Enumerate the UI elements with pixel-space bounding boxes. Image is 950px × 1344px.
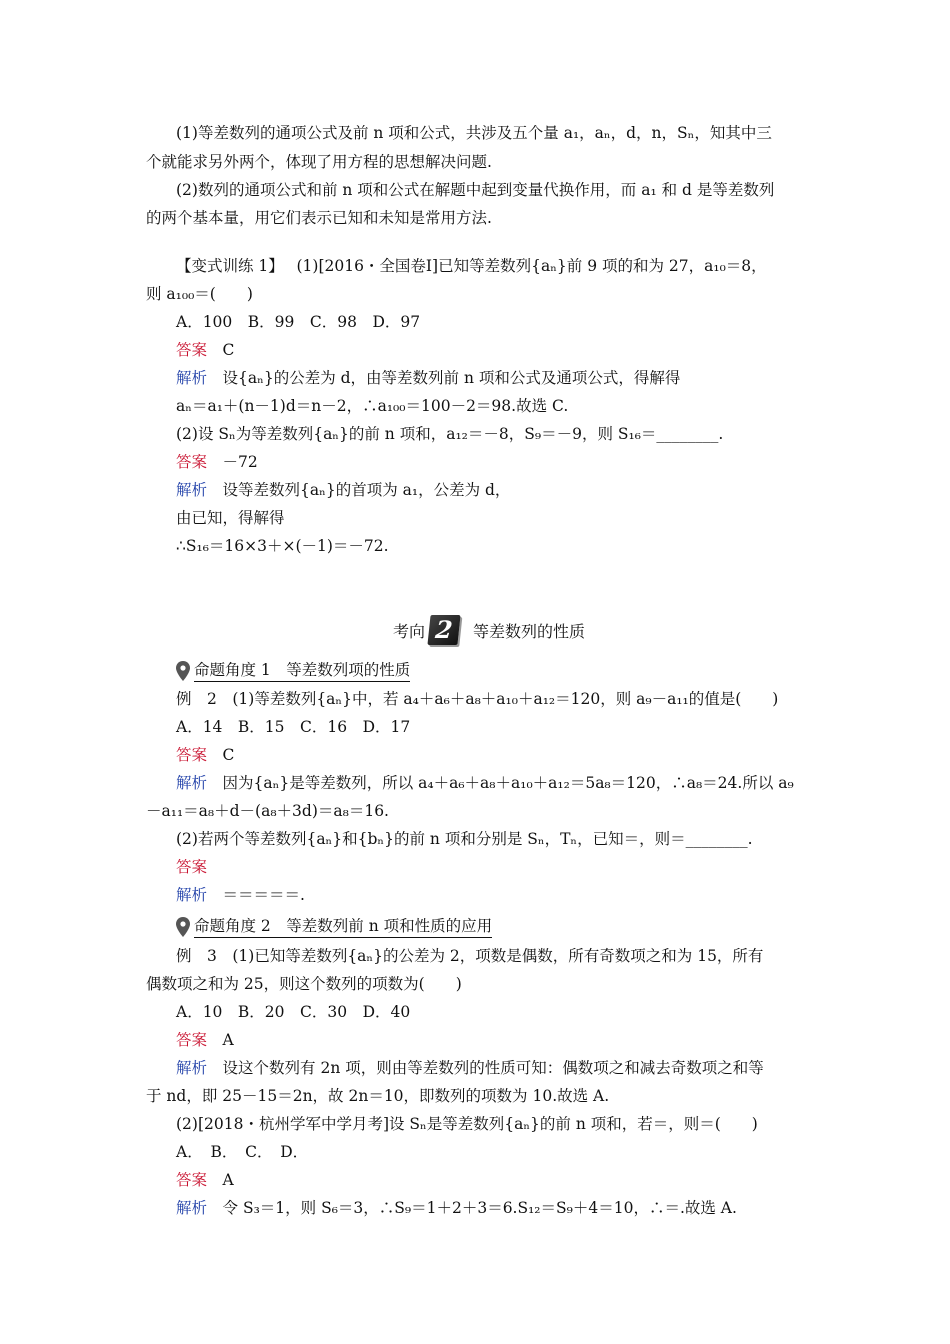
practice1-q1-answer: C <box>222 341 235 359</box>
analysis-label: 解析 <box>176 774 208 792</box>
example2-analysis-line2: －a₁₁＝a₈＋d－(a₈＋3d)＝a₈＝16. <box>146 802 389 820</box>
angle1-title: 命题角度 1 等差数列项的性质 <box>194 660 410 682</box>
answer-label: 答案 <box>176 1031 208 1049</box>
example2-answer-row <box>176 745 234 765</box>
practice1-q2-analysis-line3: ∴S₁₆＝16×3＋×(－1)＝－72. <box>176 537 389 555</box>
example2-question1: 例 2 (1)等差数列{aₙ}中，若 a₄＋a₆＋a₈＋a₁₀＋a₁₂＝120，则 a₉－a₁₁的值是( ) <box>176 690 779 708</box>
angle2-title: 命题角度 2 等差数列前 n 项和性质的应用 <box>194 916 492 938</box>
practice1-heading: 【变式训练 1】 <box>176 257 277 275</box>
intro-p2-line1: (2)数列的通项公式和前 n 项和公式在解题中起到变量代换作用，而 a₁ 和 d 是等差数列 <box>176 181 775 199</box>
example2-analysis-row <box>176 773 794 793</box>
example3-analysis-line1: 设这个数列有 2n 项，则由等差数列的性质可知：偶数项之和减去奇数项之和等 <box>222 1059 764 1077</box>
analysis-label: 解析 <box>176 481 208 499</box>
example3-question1-line1: 例 3 (1)已知等差数列{aₙ}的公差为 2，项数是偶数，所有奇数项之和为 15，所有 <box>176 947 764 965</box>
example3-answer: A <box>222 1031 234 1049</box>
analysis-label: 解析 <box>176 1059 208 1077</box>
example3-q2-options: A． B． C． D． <box>176 1143 309 1161</box>
practice1-question2: (2)设 Sₙ为等差数列{aₙ}的前 n 项和，a₁₂＝－8，S₉＝－9，则 S₁₆＝________. <box>176 425 724 443</box>
analysis-label: 解析 <box>176 886 208 904</box>
practice1-q2-answer-row <box>176 452 258 472</box>
answer-label: 答案 <box>176 746 208 764</box>
practice1-question1-line1 <box>176 256 767 276</box>
section-prefix: 考向 <box>393 621 426 641</box>
analysis-label: 解析 <box>176 1199 208 1217</box>
practice1-q1-analysis-line1: 设{aₙ}的公差为 d，由等差数列前 n 项和公式及通项公式，得解得 <box>222 369 681 387</box>
practice1-q1-options: A．100 B．99 C．98 D．97 <box>176 313 421 331</box>
practice1-q2-analysis-line1: 设等差数列{aₙ}的首项为 a₁，公差为 d， <box>222 481 511 499</box>
angle2-heading <box>176 916 492 938</box>
location-pin-icon <box>176 661 190 681</box>
example3-options: A．10 B．20 C．30 D．40 <box>176 1003 411 1021</box>
example3-q2-answer: A <box>222 1171 234 1189</box>
section-number-badge: 2 <box>427 615 460 645</box>
example2-q2-analysis: ＝＝＝＝＝. <box>222 886 305 904</box>
section-title: 等差数列的性质 <box>473 621 586 641</box>
example3-question1-line2: 偶数项之和为 25，则这个数列的项数为( ) <box>146 975 462 993</box>
practice1-q1-analysis-line2: aₙ＝a₁＋(n－1)d＝n－2，∴a₁₀₀＝100－2＝98.故选 C. <box>176 397 569 415</box>
intro-p1-line2: 个就能求另外两个，体现了用方程的思想解决问题. <box>146 153 492 171</box>
answer-label: 答案 <box>176 453 208 471</box>
example3-analysis-row <box>176 1058 764 1078</box>
analysis-label: 解析 <box>176 369 208 387</box>
example2-q2-analysis-row <box>176 885 305 905</box>
section-heading <box>393 610 585 650</box>
intro-p2-line2: 的两个基本量，用它们表示已知和未知是常用方法. <box>146 209 492 227</box>
practice1-q2-analysis-row <box>176 480 510 500</box>
answer-label: 答案 <box>176 341 208 359</box>
angle1-heading <box>176 660 410 682</box>
practice1-q1-text: (1)[2016・全国卷Ⅰ]已知等差数列{aₙ}前 9 项的和为 27，a₁₀＝8， <box>296 257 767 275</box>
example2-options: A．14 B．15 C．16 D．17 <box>176 718 411 736</box>
practice1-q2-analysis-line2: 由已知，得解得 <box>176 509 285 527</box>
example2-analysis-line1: 因为{aₙ}是等差数列，所以 a₄＋a₆＋a₈＋a₁₀＋a₁₂＝5a₈＝120，∴a₈＝24.所以 a₉ <box>222 774 794 792</box>
intro-p1-line1: (1)等差数列的通项公式及前 n 项和公式，共涉及五个量 a₁，aₙ，d，n，Sₙ，知其中三 <box>176 124 772 142</box>
example3-q2-analysis: 令 S₃＝1，则 S₆＝3，∴S₉＝1＋2＋3＝6.S₁₂＝S₉＋4＝10，∴＝.故选 A. <box>222 1199 737 1217</box>
location-pin-icon <box>176 917 190 937</box>
example3-analysis-line2: 于 nd，即 25－15＝2n，故 2n＝10，即数列的项数为 10.故选 A. <box>146 1087 610 1105</box>
answer-label: 答案 <box>176 858 208 876</box>
example2-q2-answer-row <box>176 857 207 877</box>
practice1-q1-answer-row <box>176 340 234 360</box>
answer-label: 答案 <box>176 1171 208 1189</box>
example3-q2-analysis-row <box>176 1198 737 1218</box>
example2-question2: (2)若两个等差数列{aₙ}和{bₙ}的前 n 项和分别是 Sₙ，Tₙ，已知＝，则＝________. <box>176 830 753 848</box>
example3-answer-row <box>176 1030 234 1050</box>
example3-question2: (2)[2018・杭州学军中学月考]设 Sₙ是等差数列{aₙ}的前 n 项和，若＝，则＝( ) <box>176 1115 758 1133</box>
practice1-q1-analysis-row <box>176 368 680 388</box>
example3-q2-answer-row <box>176 1170 234 1190</box>
practice1-question1-line2: 则 a₁₀₀＝( ) <box>146 285 253 303</box>
practice1-q2-answer: －72 <box>222 453 258 471</box>
example2-answer: C <box>222 746 235 764</box>
